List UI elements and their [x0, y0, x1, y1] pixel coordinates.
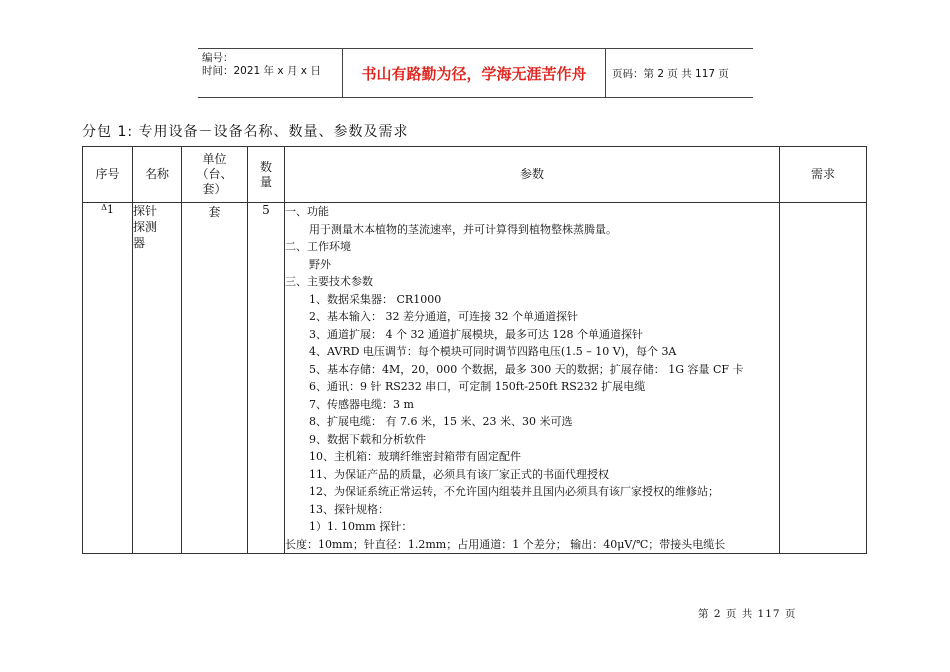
header-unit [182, 147, 248, 203]
param-line: 1）1. 10mm 探针： [309, 520, 413, 533]
row-name-line: 器 [133, 236, 146, 250]
header-unit-line: （台、 [196, 167, 233, 181]
param-line: 三、主要技术参数 [285, 275, 373, 288]
header-qty-line: 数 [259, 159, 272, 174]
param-line: 10、主机箱：玻璃纤维密封箱带有固定配件 [309, 450, 521, 463]
param-line: 12、为保证系统正常运转，不允许国内组装并且国内必须具有该厂家授权的维修站； [309, 485, 719, 498]
header-demand: 需求 [780, 147, 867, 203]
param-line: 9、数据下载和分析软件 [309, 432, 426, 446]
param-line: 野外 [309, 257, 331, 271]
row-params [285, 203, 780, 554]
param-line: 长度：10mm；针直径：1.2mm；占用通道：1 个差分； 输出：40μV/℃；带接头电缆长 [285, 537, 726, 551]
row-no [83, 203, 133, 554]
header-qty [248, 147, 285, 203]
page-footer: 第 2 页 共 117 页 [698, 608, 797, 620]
spec-table [82, 146, 867, 554]
document-time-label: 时间：2021 年 x 月 x 日 [202, 65, 321, 77]
param-line: 二、工作环境 [285, 240, 351, 253]
row-demand [780, 203, 867, 554]
header-params: 参数 [285, 147, 780, 203]
header-unit-line: 套） [202, 182, 227, 196]
param-line: 一、功能 [285, 205, 329, 218]
table-row [83, 203, 867, 554]
row-name-line: 探针 [133, 204, 158, 218]
param-line: 1、数据采集器： CR1000 [309, 292, 442, 306]
row-name-line: 探测 [133, 220, 158, 234]
param-line: 8、扩展电缆： 有 7.6 米，15 米、23 米、30 米可选 [309, 415, 573, 428]
param-line: 2、基本输入： 32 差分通道，可连接 32 个单通道探针 [309, 310, 578, 323]
row-no-value: 1 [106, 203, 114, 216]
header-unit-line: 单位 [202, 152, 227, 166]
table-header-row [83, 147, 867, 203]
header-name: 名称 [133, 147, 182, 203]
row-unit: 套 [182, 203, 248, 554]
param-line: 6、通讯：9 针 RS232 串口，可定制 150ft-250ft RS232 扩展电缆 [309, 380, 646, 393]
header-meta [198, 49, 343, 97]
param-line: 3、通道扩展： 4 个 32 通道扩展模块，最多可达 128 个单通道探针 [309, 327, 643, 341]
delta-mark: Δ [101, 203, 107, 212]
page-header [198, 48, 753, 98]
param-line: 用于测量木本植物的茎流速率，并可计算得到植物整株蒸腾量。 [309, 222, 617, 236]
param-line: 4、AVRD 电压调节：每个模块可同时调节四路电压(1.5 – 10 V)，每个 3A [309, 345, 677, 358]
section-title: 分包 1: 专用设备－设备名称、数量、参数及需求 [82, 124, 409, 140]
param-line: 7、传感器电缆：3 m [309, 397, 414, 411]
param-line: 5、基本存储：4M，20，000 个数据，最多 300 天的数据；扩展存储： 1G 容量 CF 卡 [309, 362, 744, 376]
header-motto: 书山有路勤为径，学海无涯苦作舟 [343, 49, 606, 97]
header-no: 序号 [83, 147, 133, 203]
row-qty: 5 [248, 203, 285, 554]
param-line: 11、为保证产品的质量，必须具有该厂家正式的书面代理授权 [309, 467, 609, 481]
document-number-label: 编号： [202, 52, 234, 64]
param-line: 13、探针规格： [309, 502, 389, 516]
header-qty-line: 量 [259, 174, 272, 189]
header-page-number: 页码：第 2 页 共 117 页 [612, 67, 729, 80]
row-name [133, 203, 182, 554]
